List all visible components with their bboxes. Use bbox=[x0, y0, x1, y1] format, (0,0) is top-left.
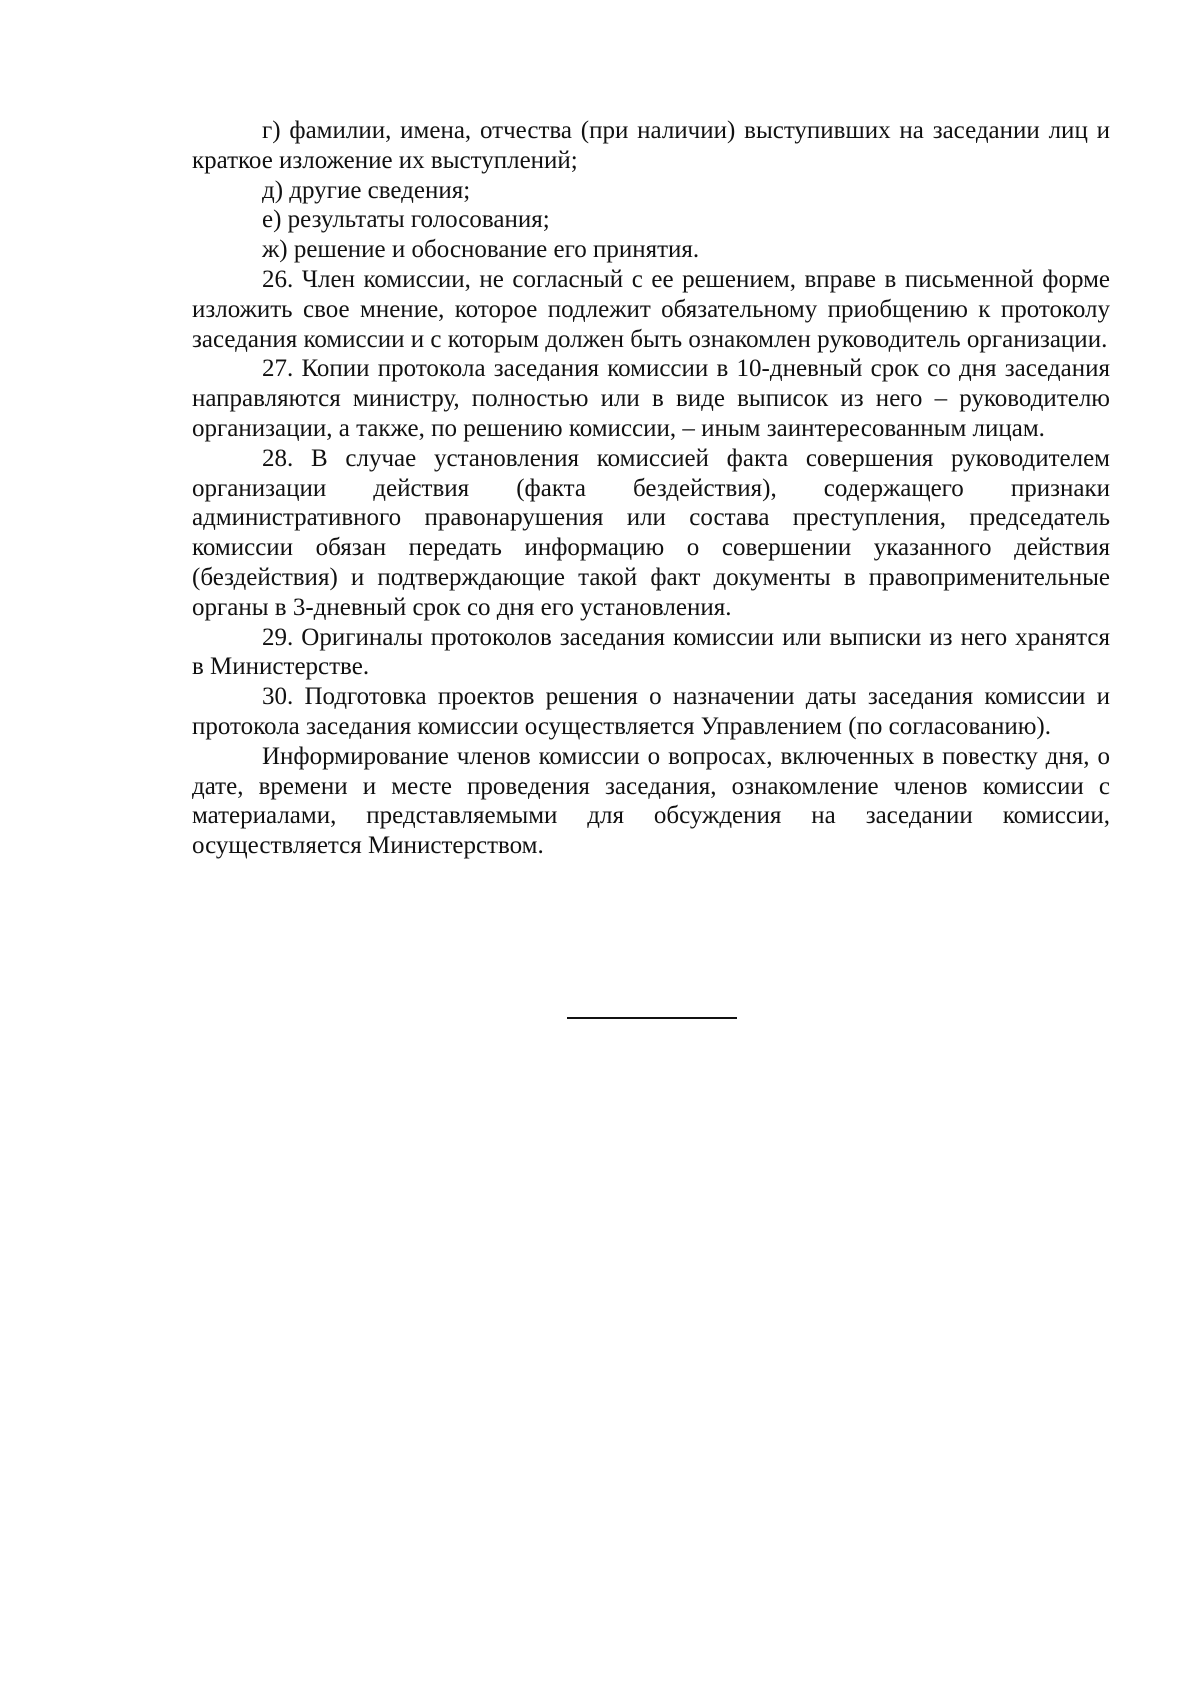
paragraph-26: 26. Член комиссии, не согласный с ее решением, вправе в письменной форме изложить свое мнение, которое подлежит обязательному приобщению к протоколу заседания комиссии и с которым должен быть ознакомлен руководитель организации. bbox=[192, 265, 1110, 353]
document-body bbox=[192, 116, 1110, 861]
list-item-g: г) фамилии, имена, отчества (при наличии) выступивших на заседании лиц и краткое изложение их выступлений; bbox=[192, 117, 1110, 174]
end-divider-line bbox=[567, 1017, 737, 1019]
paragraph-28: 28. В случае установления комиссией факта совершения руководителем организации действия (факта бездействия), содержащего признаки административного правонарушения или состава преступления, председатель комиссии обязан передать информацию о совершении указанного действия (бездействия) и подтверждающие такой факт документы в правоприменительные органы в 3-дневный срок со дня его установления. bbox=[192, 444, 1110, 621]
list-item-d: д) другие сведения; bbox=[262, 176, 471, 204]
paragraph-30-informing: Информирование членов комиссии о вопросах, включенных в повестку дня, о дате, времени и месте проведения заседания, ознакомление членов комиссии с материалами, представляемыми для обсуждения на заседании комиссии, осуществляется Министерством. bbox=[192, 742, 1110, 860]
paragraph-29: 29. Оригиналы протоколов заседания комиссии или выписки из него хранятся в Министерстве. bbox=[192, 623, 1110, 681]
list-item-e: е) результаты голосования; bbox=[262, 206, 550, 234]
paragraph-27: 27. Копии протокола заседания комиссии в 10-дневный срок со дня заседания направляются министру, полностью или в виде выписок из него – руководителю организации, а также, по решению комиссии, – иным заинтересованным лицам. bbox=[192, 355, 1110, 442]
list-item-zh: ж) решение и обоснование его принятия. bbox=[262, 236, 700, 264]
paragraph-30: 30. Подготовка проектов решения о назначении даты заседания комиссии и протокола заседания комиссии осуществляется Управлением (по согласованию). bbox=[192, 683, 1110, 740]
